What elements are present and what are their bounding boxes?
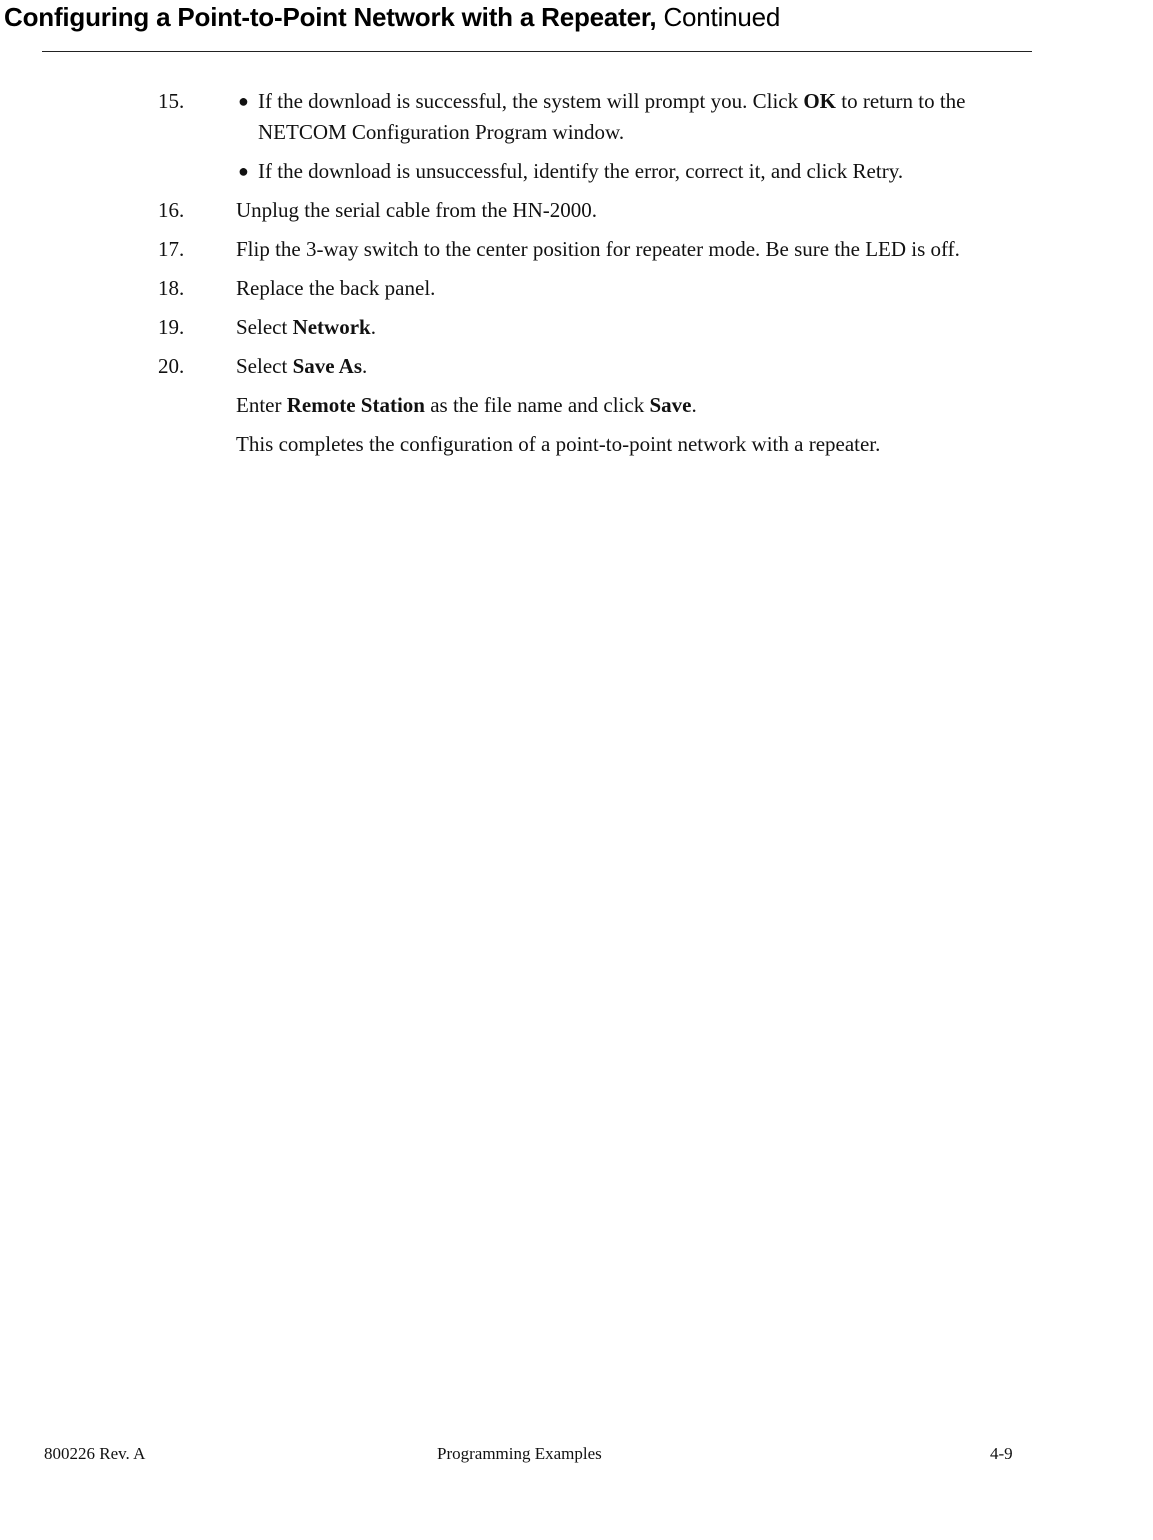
step-number: 16. <box>158 198 185 222</box>
page-number: 4-9 <box>990 1444 1013 1463</box>
step-text <box>236 312 996 343</box>
enter-filename-instruction <box>236 390 996 421</box>
step-16 <box>0 195 1153 226</box>
step-17 <box>0 234 1153 265</box>
page-header <box>0 0 1153 60</box>
step-body <box>236 86 996 187</box>
bullet-icon: ● <box>238 91 249 111</box>
step-18 <box>0 273 1153 304</box>
step-number: 17. <box>158 237 185 261</box>
step-20 <box>0 351 1153 382</box>
bullet-item <box>236 156 996 187</box>
enter-text-mid: as the file name and click <box>424 393 650 417</box>
step-text: Replace the back panel. <box>236 276 436 300</box>
step-text-pre: Select <box>236 354 293 378</box>
bullet-text-post: to return to the NETCOM Configuration Program window. <box>258 89 966 144</box>
step-19 <box>0 312 1153 343</box>
page-title <box>4 0 780 34</box>
step-15 <box>0 86 1153 187</box>
step-number: 15. <box>158 89 185 113</box>
ok-label: OK <box>803 89 837 113</box>
title-text: Configuring a Point-to-Point Network with a Repeater, <box>4 2 657 32</box>
bullet-item <box>236 86 996 148</box>
step-text: Unplug the serial cable from the HN-2000. <box>236 198 597 222</box>
step-number: 20. <box>158 354 185 378</box>
enter-text-pre: Enter <box>236 393 287 417</box>
page-footer <box>0 1442 1153 1472</box>
bullet-list <box>236 86 996 187</box>
bullet-icon: ● <box>238 161 249 181</box>
save-label: Save <box>649 393 692 417</box>
step-text: Flip the 3-way switch to the center position for repeater mode. Be sure the LED is off. <box>236 237 960 261</box>
step-text-post: . <box>370 315 376 339</box>
bullet-text-pre: If the download is successful, the system will prompt you. Click <box>258 89 804 113</box>
bullet-text: If the download is unsuccessful, identify the error, correct it, and click Retry. <box>258 159 904 183</box>
step-text <box>236 351 996 382</box>
section-name: Programming Examples <box>437 1444 602 1463</box>
remote-station-label: Remote Station <box>286 393 425 417</box>
enter-text-post: . <box>691 393 697 417</box>
doc-number: 800226 Rev. A <box>44 1444 146 1463</box>
procedure-steps <box>0 86 1153 468</box>
header-rule <box>42 51 1032 52</box>
completion-note: This completes the configuration of a point-to-point network with a repeater. <box>236 432 881 456</box>
save-as-label: Save As <box>292 354 362 378</box>
step-number: 18. <box>158 276 185 300</box>
step-text-pre: Select <box>236 315 293 339</box>
step-text-post: . <box>362 354 368 378</box>
title-continued: Continued <box>663 2 781 32</box>
network-label: Network <box>292 315 371 339</box>
step-number: 19. <box>158 315 185 339</box>
